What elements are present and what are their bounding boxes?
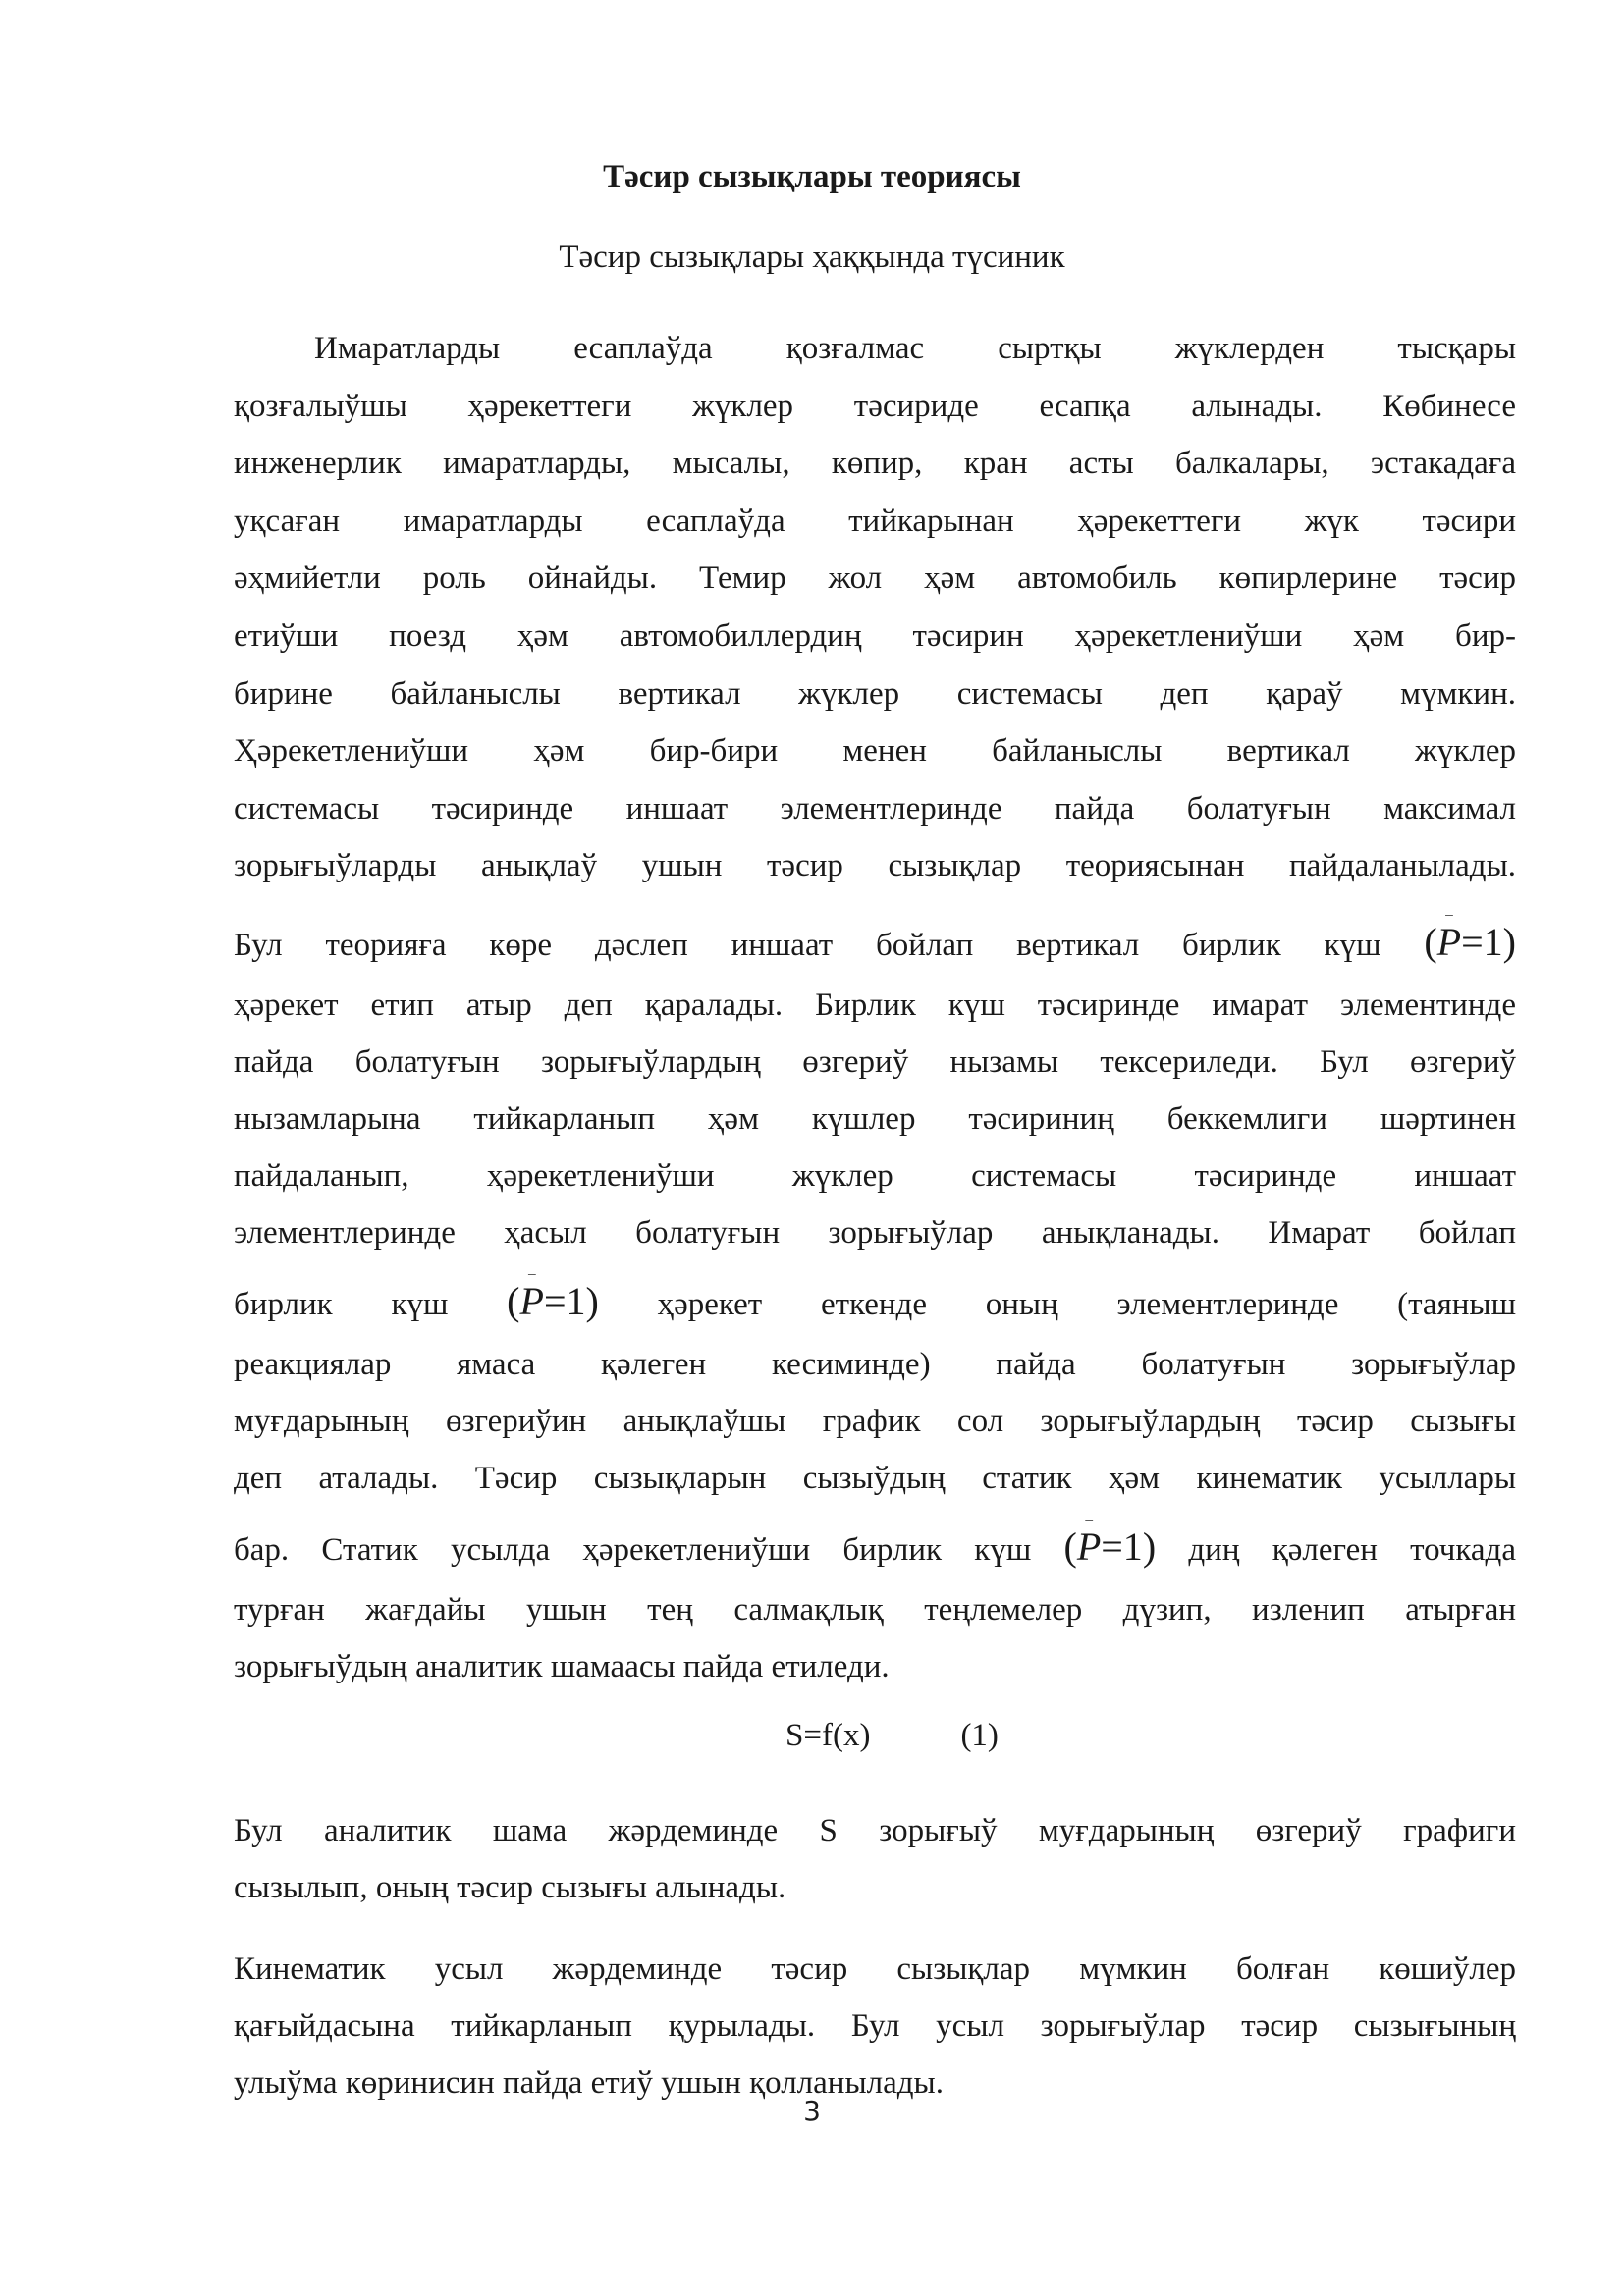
text-line: ҳәрекет етип атыр деп қаралады. Бирлик күш тәсиринде имарат элементинде [234,988,1516,1023]
paragraph-4 [234,1516,1516,1695]
text-segment: Бул теорияға көре дәслеп иншаат бойлап вертикал бирлик күш [234,928,1381,963]
paragraph-1 [234,320,1516,895]
text-line: уқсаған имаратларды есаплаўда тийкарынан ҳәрекеттеги жүк тәсири [234,503,1516,539]
text-line: бирине байланыслы вертикал жүклер системасы деп қараў мүмкин. [234,675,1516,712]
text-line: сызылып, оның тәсир сызығы алынады. [234,1870,786,1905]
text-line: системасы тәсиринде иншаат элементлеринде пайда болатуғын максимал [234,790,1516,827]
text-line: зорығыўдың аналитик шамаасы пайда етиледи. [234,1649,890,1684]
text-segment: ҳәрекет еткенде оның элементлеринде (таяныш [657,1287,1517,1322]
text-line: пайдаланып, ҳәрекетлениўши жүклер системасы тәсиринде иншаат [234,1158,1516,1194]
text-line: әҳмийетли роль ойнайды. Темир жол ҳәм автомобиль көпирлерине тәсир [234,561,1516,597]
text-segment: бирлик күш [234,1287,449,1322]
text-line [234,911,1516,977]
text-line: Имаратларды есаплаўда қозғалмас сыртқы жүклерден тысқары [314,331,1516,366]
text-line [234,1270,1516,1336]
page-subtitle: Тәсир сызықлары ҳаққында түсиник [559,240,1065,275]
equation-number: (1) [960,1718,999,1753]
text-line: муғдарының өзгериўин анықлаўшы график сол зорығыўлардың тәсир сызығы [234,1404,1516,1439]
text-line: Бул аналитик шама жәрдеминде S зорығыў муғдарының өзгериў графиги [234,1813,1516,1848]
paragraph-5 [234,1802,1516,1916]
text-line: турған жағдайы ушын тең салмақлық теңлемелер дүзип, изленип атырған [234,1592,1516,1628]
text-line [234,1516,1516,1581]
text-line: Кинематик усыл жәрдеминде тәсир сызықлар мүмкин болған көшиўлер [234,1951,1516,1987]
page-title: Тәсир сызықлары теориясы [603,159,1021,194]
text-line: элементлеринде ҳасыл болатуғын зорығыўлар анықланады. Имарат бойлап [234,1215,1516,1251]
unit-force-formula: (‾ P=1) [1063,1516,1156,1578]
paragraph-2 [234,911,1516,1261]
equation-formula: S=f(x) [785,1718,871,1753]
text-line: нызамларына тийкарланып ҳәм күшлер тәсириниң беккемлиги шәртинен [234,1101,1516,1137]
text-line: зорығыўларды анықлаў ушын тәсир сызықлар теориясынан пайдаланылады. [234,848,1516,884]
text-line: Ҳәрекетлениўши ҳәм бир-бири менен байланыслы вертикал жүклер [234,733,1516,770]
text-line: қозғалыўшы ҳәрекеттеги жүклер тәсириде есапқа алынады. Көбинесе [234,388,1516,424]
text-line: деп аталады. Тәсир сызықларын сызыўдың статик ҳәм кинематик усыллары [234,1461,1516,1496]
text-line: етиўши поезд ҳәм автомобиллердиң тәсирин ҳәрекетлениўши ҳәм бир- [234,617,1516,654]
unit-force-formula: (‾ P=1) [507,1270,599,1333]
text-line: пайда болатуғын зорығыўлардың өзгериў нызамы тексериледи. Бул өзгериў [234,1044,1516,1080]
text-line: улыўма көринисин пайда етиў ушын қолланылады. [234,2065,944,2101]
text-line: қағыйдасына тийкарланып қурылады. Бул усыл зорығыўлар тәсир сызығының [234,2008,1516,2044]
equation [785,1714,1080,1757]
paragraph-3 [234,1270,1516,1507]
text-line: реакциялар ямаса қәлеген кесиминде) пайда болатуғын зорығыўлар [234,1347,1516,1382]
unit-force-formula: (‾ P=1) [1424,911,1516,974]
text-segment: бар. Статик усылда ҳәрекетлениўши бирлик күш [234,1532,1032,1568]
page-number: 3 [803,2095,821,2127]
text-segment: диң қәлеген точкада [1188,1532,1516,1568]
text-line: инженерлик имаратларды, мысалы, көпир, кран асты балкалары, эстакадаға [234,446,1516,482]
paragraph-6 [234,1941,1516,2111]
